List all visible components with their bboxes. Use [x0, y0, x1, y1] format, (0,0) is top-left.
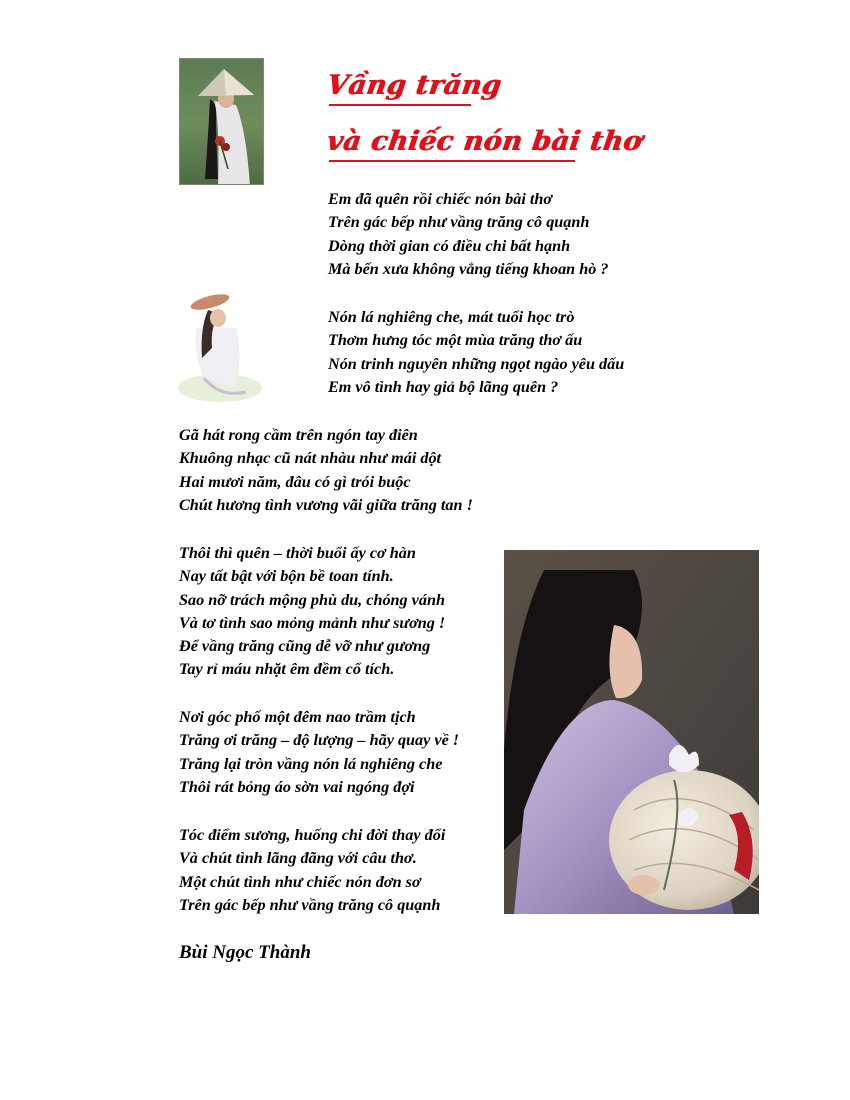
verse-line: Một chút tình như chiếc nón đơn sơ — [179, 872, 421, 891]
title-underline-1 — [329, 104, 471, 106]
verse-line: Và chút tình lãng đãng với câu thơ. — [179, 849, 417, 868]
stanza-2 — [328, 306, 624, 399]
title-line-2: và chiếc nón bài thơ — [324, 126, 644, 157]
verse-line: Nay tất bật với bộn bề toan tính. — [179, 567, 394, 586]
verse-line: Nón lá nghiêng che, mát tuổi học trò — [328, 308, 575, 326]
verse-line: Khuông nhạc cũ nát nhàu như mái dột — [179, 449, 442, 468]
verse-line: Gã hát rong cầm trên ngón tay điên — [179, 426, 418, 444]
stanza-4 — [179, 542, 445, 682]
verse-line: Tay rỉ máu nhặt êm đềm cổ tích. — [179, 660, 395, 679]
verse-line: Chút hương tình vương vãi giữa trăng tan ! — [179, 495, 473, 514]
verse-line: Nơi góc phố một đêm nao trầm tịch — [179, 708, 416, 726]
verse-line: Trên gác bếp như vầng trăng cô quạnh — [179, 895, 441, 914]
verse-line: Dòng thời gian có điều chi bất hạnh — [328, 236, 571, 255]
verse-line: Và tơ tình sao mỏng mảnh như sương ! — [179, 613, 446, 632]
verse-line: Mà bến xưa không vẳng tiếng khoan hò ? — [328, 259, 609, 278]
verse-line: Trăng ơi trăng – độ lượng – hãy quay về ! — [179, 731, 460, 750]
girl-sitting-sketch-image — [174, 288, 266, 406]
verse-line: Thôi rát bỏng áo sờn vai ngóng đợi — [179, 777, 415, 796]
verse-line: Nón trinh nguyên những ngọt ngào yêu dấu — [328, 354, 625, 373]
stanza-5 — [179, 706, 459, 799]
verse-line: Trên gác bếp như vầng trăng cô quạnh — [328, 213, 590, 232]
stanza-3 — [179, 424, 473, 517]
title-underline-2 — [329, 160, 575, 162]
girl-with-conical-hat-photo — [179, 58, 264, 185]
verse-line: Thôi thì quên – thời buổi ấy cơ hàn — [179, 544, 416, 562]
verse-line: Tóc điểm sương, huống chi đời thay đổi — [179, 826, 446, 844]
verse-line: Trăng lại tròn vầng nón lá nghiêng che — [179, 754, 443, 773]
verse-line: Hai mươi năm, đâu có gì trói buộc — [179, 472, 411, 491]
verse-line: Em vô tình hay giả bộ lãng quên ? — [328, 377, 559, 396]
verse-line: Em đã quên rồi chiếc nón bài thơ — [328, 190, 553, 208]
author-name: Bùi Ngọc Thành — [179, 942, 311, 963]
verse-line: Để vầng trăng cũng dễ vỡ như gương — [179, 637, 431, 656]
stanza-6 — [179, 824, 445, 917]
title-line-1: Vầng trăng — [324, 70, 504, 101]
verse-line: Sao nỡ trách mộng phù du, chóng vánh — [179, 590, 445, 609]
girl-holding-hat-and-lotus-painting — [504, 550, 759, 914]
verse-line: Thơm hưng tóc một mùa trăng thơ ấu — [328, 331, 583, 350]
stanza-1 — [328, 188, 608, 281]
